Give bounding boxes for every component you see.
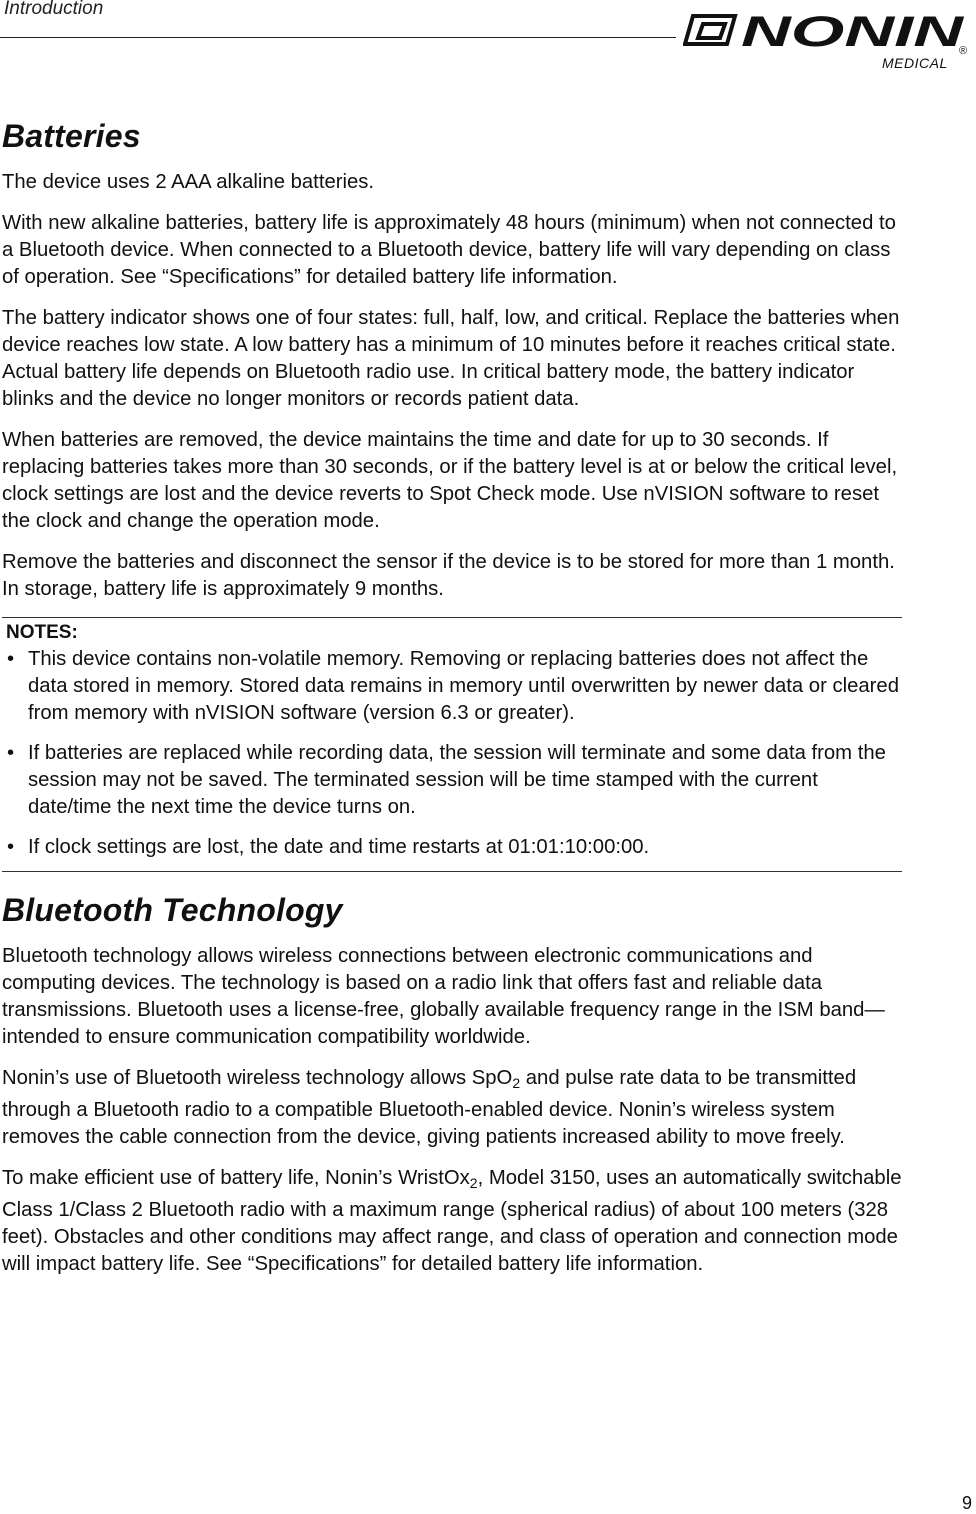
batteries-paragraph-4: When batteries are removed, the device maintains the time and date for up to 30 seconds. If replacing batteries takes more than 30 seconds, or if the battery level is at or below the critical level, clock settings are lost and the device reverts to Spot Check mode. Use nVISION software to reset the clock and change the operation mode. (2, 429, 898, 532)
p2-after: and pulse rate data to be transmitted through a Bluetooth radio to a compatible Bluetooth-enabled device. Nonin’s wireless system removes the cable connection from the device, giving patients increased ability to move freely. (2, 1067, 857, 1148)
page-number: 9 (962, 1493, 973, 1513)
note-item (2, 834, 902, 861)
bullet: • (7, 742, 15, 764)
bullet: • (7, 836, 15, 858)
note-text: This device contains non-volatile memory. Removing or replacing batteries does not affect the data stored in memory. Stored data remains in memory until overwritten by newer data or cleared from memory with nVISION software (version 6.3 or greater). (28, 648, 899, 724)
note-item (2, 740, 902, 821)
p3-before: To make efficient use of battery life, Nonin’s WristOx (2, 1167, 470, 1189)
page-content (0, 118, 902, 1292)
registered-mark: ® (959, 45, 968, 57)
batteries-paragraph-5: Remove the batteries and disconnect the sensor if the device is to be stored for more than 1 month. In storage, battery life is approximately 9 months. (2, 551, 895, 600)
bluetooth-paragraph-2 (2, 1065, 902, 1151)
p3-subscript: 2 (469, 1175, 478, 1191)
logo-wordmark: NONIN (741, 10, 965, 56)
bluetooth-heading: Bluetooth Technology (2, 892, 343, 928)
note-text: If clock settings are lost, the date and time restarts at 01:01:10:00:00. (28, 836, 650, 858)
notes-title: NOTES: (6, 622, 78, 643)
p2-subscript: 2 (512, 1075, 521, 1091)
p3-after: , Model 3150, uses an automatically switchable Class 1/Class 2 Bluetooth radio with a maximum range (spherical radius) of about 100 meters (328 feet). Obstacles and other conditions may affect range, and class of operation and connection mode will impact battery life. See “Specifications” for detailed battery life information. (2, 1167, 902, 1275)
note-text: If batteries are replaced while recording data, the session will terminate and some data from the session may not be saved. The terminated session will be time stamped with the current date/time the next time the device turns on. (28, 742, 886, 818)
bullet: • (7, 648, 15, 670)
bluetooth-paragraph-3 (2, 1165, 902, 1278)
notes-box (2, 617, 902, 872)
batteries-paragraph-2: With new alkaline batteries, battery life is approximately 48 hours (minimum) when not connected to a Bluetooth device. When connected to a Bluetooth device, battery life will vary depending on class of operation. See “Specifications” for detailed battery life information. (2, 212, 896, 288)
bluetooth-paragraph-1: Bluetooth technology allows wireless connections between electronic communications and computing devices. The technology is based on a radio link that offers fast and reliable data transmissions. Bluetooth uses a license-free, globally available frequency range in the ISM band—intended to ensure communication compatibility worldwide. (2, 945, 885, 1048)
header-rule (0, 37, 676, 38)
batteries-paragraph-1: The device uses 2 AAA alkaline batteries. (2, 171, 375, 193)
batteries-heading: Batteries (2, 118, 141, 154)
logo-medical: MEDICAL (882, 55, 948, 71)
batteries-paragraph-3: The battery indicator shows one of four states: full, half, low, and critical. Replace the batteries when device reaches low state. A low battery has a minimum of 10 minutes before it reaches critical state. Actual battery life depends on Bluetooth radio use. In critical battery mode, the battery indicator blinks and the device no longer monitors or records patient data. (2, 307, 900, 410)
note-item (2, 646, 902, 727)
p2-before: Nonin’s use of Bluetooth wireless technology allows SpO (2, 1067, 513, 1089)
logo-mark-icon (685, 16, 735, 44)
section-label: Introduction (4, 0, 104, 19)
